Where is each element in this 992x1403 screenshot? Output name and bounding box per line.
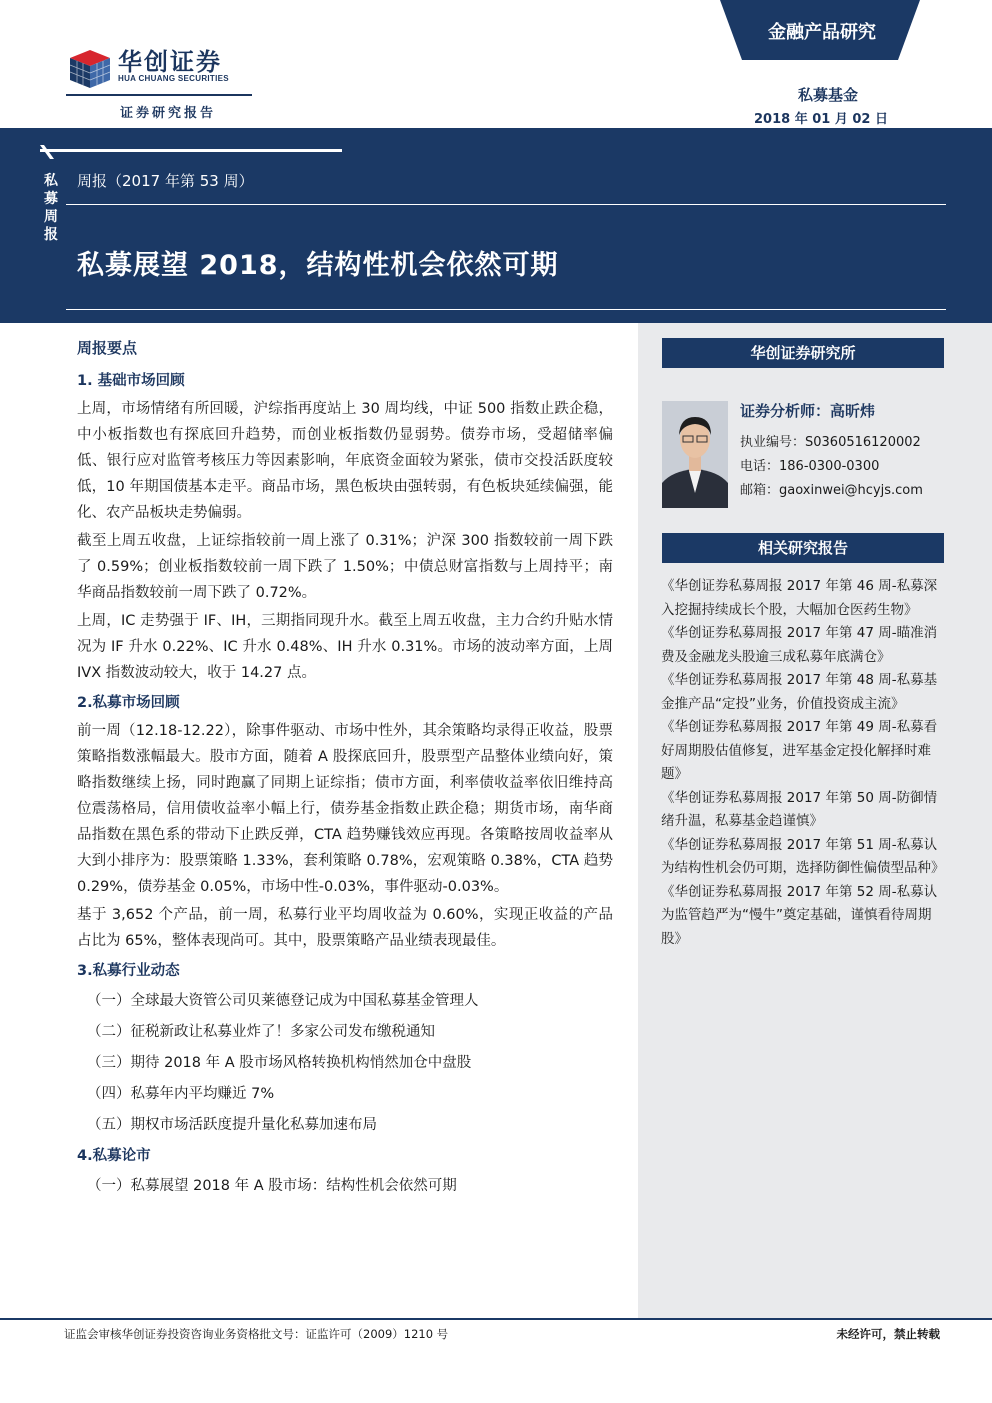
title-band [0,128,992,323]
news-item: （二）征税新政让私募业炸了！多家公司发布缴税通知 [87,1024,435,1040]
paragraph: 基于 3,652 个产品，前一周，私募行业平均周收益为 0.60%，实现正收益的产品占比为 65%，整体表现尚可。其中，股票策略产品业绩表现最佳。 [77,907,613,949]
company-logo [66,40,256,96]
section-heading: 2.私募市场回顾 [77,695,180,711]
paragraph: 截至上周五收盘，上证综指较前一周上涨了 0.31%；沪深 300 指数较前一周下跌了 0.59%；创业板指数较前一周下跌了 1.50%；中债总财富指数与上周持平；南华商品指数较前一周下跌了 0.72%。 [77,533,613,601]
band-corner-mark [40,145,54,159]
related-report-item[interactable]: 《华创证券私募周报 2017 年第 46 周-私募深入挖掘持续成长个股，大幅加仓医药生物》 [661,578,938,618]
news-item: （一）全球最大资管公司贝莱德登记成为中国私募基金管理人 [87,993,479,1009]
analyst-phone: 电话：186-0300-0300 [740,459,880,474]
related-report-item[interactable]: 《华创证券私募周报 2017 年第 48 周-私募基金推产品“定投”业务，价值投资成主流》 [661,672,938,712]
report-type-label: 证券研究报告 [120,106,217,121]
related-report-item[interactable]: 《华创证券私募周报 2017 年第 52 周-私募认为监管趋严为“慢牛”奠定基础，谨慎看待周期股》 [661,883,938,947]
footer-rule [0,1318,992,1320]
opinion-item: （一）私募展望 2018 年 A 股市场：结构性机会依然可期 [87,1178,457,1194]
summary-heading: 周报要点 [77,339,138,357]
related-report-item[interactable]: 《华创证券私募周报 2017 年第 50 周-防御情绪升温，私募基金趋谨慎》 [661,789,938,829]
logo-divider [66,94,252,96]
analyst-email[interactable]: 邮箱：gaoxinwei@hcyjs.com [740,483,923,498]
main-content [77,336,613,1202]
paragraph: 上周，IC 走势强于 IF、IH，三期指同现升水。截至上周五收盘，主力合约升贴水情况为 IF 升水 0.22%、IC 升水 0.48%、IH 升水 0.31%。市场的波动率方面，上周 IVX 指数波动较大，收于 14.27 点。 [77,613,613,681]
section-heading: 4.私募论市 [77,1148,151,1164]
news-item: （四）私募年内平均赚近 7% [87,1086,275,1102]
report-date: 2018 年 01 月 02 日 [754,112,888,127]
related-report-item[interactable]: 《华创证券私募周报 2017 年第 47 周-瞄准消费及金融龙头股逾三成私募年底满仓》 [661,625,938,665]
paragraph: 上周，市场情绪有所回暖，沪综指再度站上 30 周均线，中证 500 指数止跌企稳，中小板指数也有探底回升趋势，而创业板指数仍显弱势。债券市场，受超储率偏低、银行应对监管考核压力等因素影响，年底资金面较为紧张，债市交投活跃度较低，10 年期国债基本走平。商品市场，黑色板块由强转弱，有色板块延续偏强，能化、农产品板块走势偏弱。 [77,401,613,521]
category-label: 私募基金 [797,86,858,104]
copyright-note: 未经许可，禁止转载 [836,1327,940,1341]
license-note: 证监会审核华创证券投资咨询业务资格批文号：证监许可（2009）1210 号 [64,1327,449,1341]
analyst-name: 证券分析师：高昕炜 [740,402,876,420]
related-report-item[interactable]: 《华创证券私募周报 2017 年第 51 周-私募认为结构性机会仍可期，选择防御性偏债型品种》 [661,836,945,876]
side-tag: 私募周报 [44,173,58,243]
logo-cn-text: 华创证券 [118,48,222,76]
page-title: 私募展望 2018，结构性机会依然可期 [77,250,559,281]
institute-heading: 华创证券研究所 [662,338,944,368]
news-item: （三）期待 2018 年 A 股市场风格转换机构悄然加仓中盘股 [87,1055,472,1071]
section-heading: 3.私募行业动态 [77,963,180,979]
banner-label: 金融产品研究 [768,22,876,43]
section-heading: 1. 基础市场回顾 [77,373,185,389]
band-bottom-rule [66,309,946,310]
weekly-issue: 周报（2017 年第 53 周） [77,172,254,190]
analyst-license: 执业编号：S0360516120002 [740,435,921,450]
analyst-photo [662,401,728,508]
news-item: （五）期权市场活跃度提升量化私募加速布局 [87,1117,377,1133]
logo-cube-icon [66,44,112,90]
related-reports-list [661,575,947,951]
paragraph: 前一周（12.18-12.22），除事件驱动、市场中性外，其余策略均录得正收益，股票策略指数涨幅最大。股市方面，随着 A 股探底回升，股票型产品整体业绩向好，策略指数继续上扬，同时跑赢了同期上证综指；债市方面，利率债收益率依旧维持高位震荡格局，信用债收益率小幅上行，债券基金指数止跌企稳；期货市场，南华商品指数在黑色系的带动下止跌反弹，CTA 趋势赚钱效应再现。各策略按周收益率从大到小排序为：股票策略 1.33%，套利策略 0.78%，宏观策略 0.38%，CTA 趋势 0.29%，债券基金 0.05%，市场中性-0.03%，事件驱动-0.03%。 [77,723,613,895]
logo-en-text: HUA CHUANG SECURITIES [118,74,229,83]
related-reports-heading: 相关研究报告 [662,533,944,563]
related-report-item[interactable]: 《华创证券私募周报 2017 年第 49 周-私募看好周期股估值修复，进军基金定投化解择时难题》 [661,719,938,782]
band-mid-rule [66,204,946,205]
band-top-rule [40,149,342,152]
